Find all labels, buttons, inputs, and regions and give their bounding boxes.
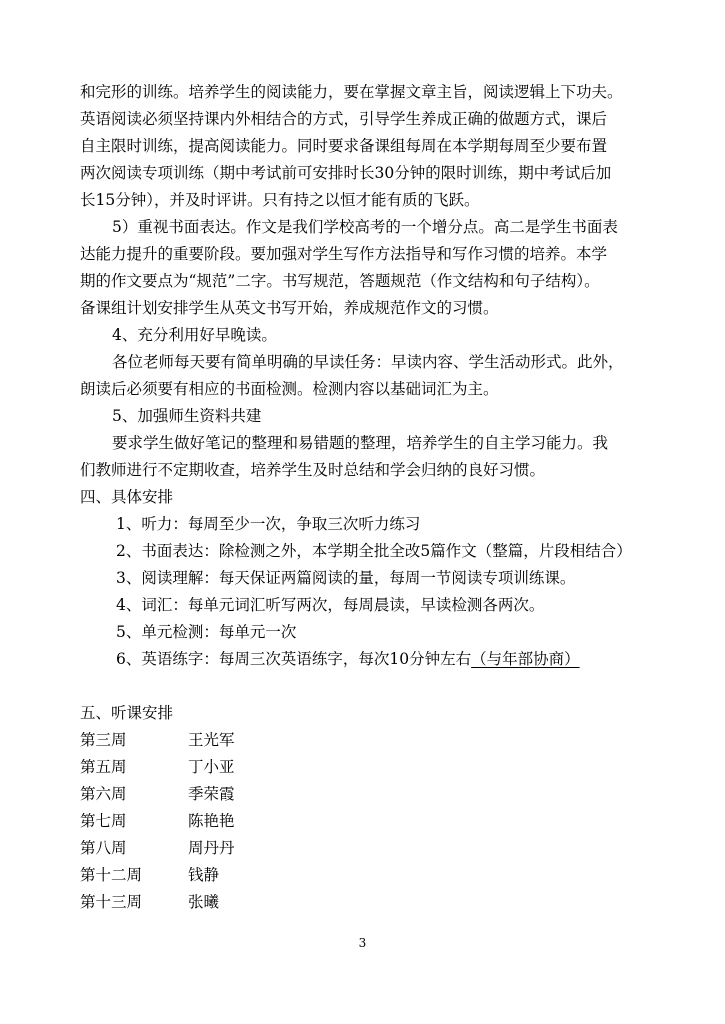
paragraph-line: 各位老师每天要有简单明确的早读任务：早读内容、学生活动形式。此外， bbox=[112, 353, 624, 371]
schedule-teacher: 丁小亚 bbox=[188, 758, 235, 776]
schedule-teacher: 王光军 bbox=[188, 731, 235, 749]
arrangement-item: 1、听力：每周至少一次，争取三次听力练习 bbox=[116, 515, 421, 533]
schedule-week: 第五周 bbox=[80, 758, 127, 776]
section-heading-arrangement: 四、具体安排 bbox=[80, 488, 174, 506]
arrangement-item: 2、书面表达：除检测之外，本学期全批全改5篇作文（整篇，片段相结合） bbox=[116, 542, 632, 560]
arrangement-item: 4、词汇：每单元词汇听写两次，每周晨读，早读检测各两次。 bbox=[116, 596, 545, 614]
arrangement-item: 3、阅读理解：每天保证两篇阅读的量，每周一节阅读专项训练课。 bbox=[116, 569, 576, 587]
schedule-teacher: 张曦 bbox=[188, 893, 220, 911]
underlined-note: （与年部协商） bbox=[471, 650, 580, 668]
paragraph-line: 达能力提升的重要阶段。要加强对学生写作方法指导和写作习惯的培养。本学 bbox=[80, 245, 608, 263]
schedule-week: 第七周 bbox=[80, 812, 127, 830]
paragraph-line: 们教师进行不定期收查，培养学生及时总结和学会归纳的良好习惯。 bbox=[80, 461, 546, 479]
paragraph-line: 长15分钟），并及时评讲。只有持之以恒才能有质的飞跃。 bbox=[80, 191, 480, 209]
arrangement-item: 5、单元检测：每单元一次 bbox=[116, 623, 297, 641]
schedule-week: 第十三周 bbox=[80, 893, 143, 911]
schedule-week: 第八周 bbox=[80, 839, 127, 857]
arrangement-item-text: 6、英语练字：每周三次英语练字，每次10分钟左右 bbox=[116, 650, 472, 668]
paragraph-line: 要求学生做好笔记的整理和易错题的整理，培养学生的自主学习能力。我 bbox=[112, 434, 609, 452]
page-number: 3 bbox=[358, 936, 367, 950]
schedule-teacher: 季荣霞 bbox=[188, 785, 235, 803]
paragraph-line: 朗读后必须要有相应的书面检测。检测内容以基础词汇为主。 bbox=[80, 380, 499, 398]
section-heading-resources: 5、加强师生资料共建 bbox=[112, 407, 262, 425]
paragraph-line: 和完形的训练。培养学生的阅读能力，要在掌握文章主旨，阅读逻辑上下功夫。 bbox=[80, 83, 623, 101]
schedule-week: 第十二周 bbox=[80, 866, 143, 884]
paragraph-line: 英语阅读必须坚持课内外相结合的方式，引导学生养成正确的做题方式，课后 bbox=[80, 110, 608, 128]
schedule-week: 第六周 bbox=[80, 785, 127, 803]
schedule-teacher: 周丹丹 bbox=[188, 839, 235, 857]
paragraph-line: 两次阅读专项训练（期中考试前可安排时长30分钟的限时训练，期中考试后加 bbox=[80, 164, 612, 182]
paragraph-line: 期的作文要点为“规范”二字。书写规范，答题规范（作文结构和句子结构）。 bbox=[80, 272, 600, 290]
section-heading-morning-reading: 4、充分利用好早晚读。 bbox=[112, 326, 277, 344]
paragraph-line: 自主限时训练，提高阅读能力。同时要求备课组每周在本学期每周至少要布置 bbox=[80, 137, 608, 155]
schedule-week: 第三周 bbox=[80, 731, 127, 749]
schedule-teacher: 钱静 bbox=[188, 866, 220, 884]
arrangement-item bbox=[116, 649, 652, 669]
section-heading-observation: 五、听课安排 bbox=[80, 704, 174, 722]
section-item-writing: 5）重视书面表达。作文是我们学校高考的一个增分点。高二是学生书面表 bbox=[112, 218, 618, 236]
paragraph-line: 备课组计划安排学生从英文书写开始，养成规范作文的习惯。 bbox=[80, 299, 499, 317]
schedule-teacher: 陈艳艳 bbox=[188, 812, 235, 830]
